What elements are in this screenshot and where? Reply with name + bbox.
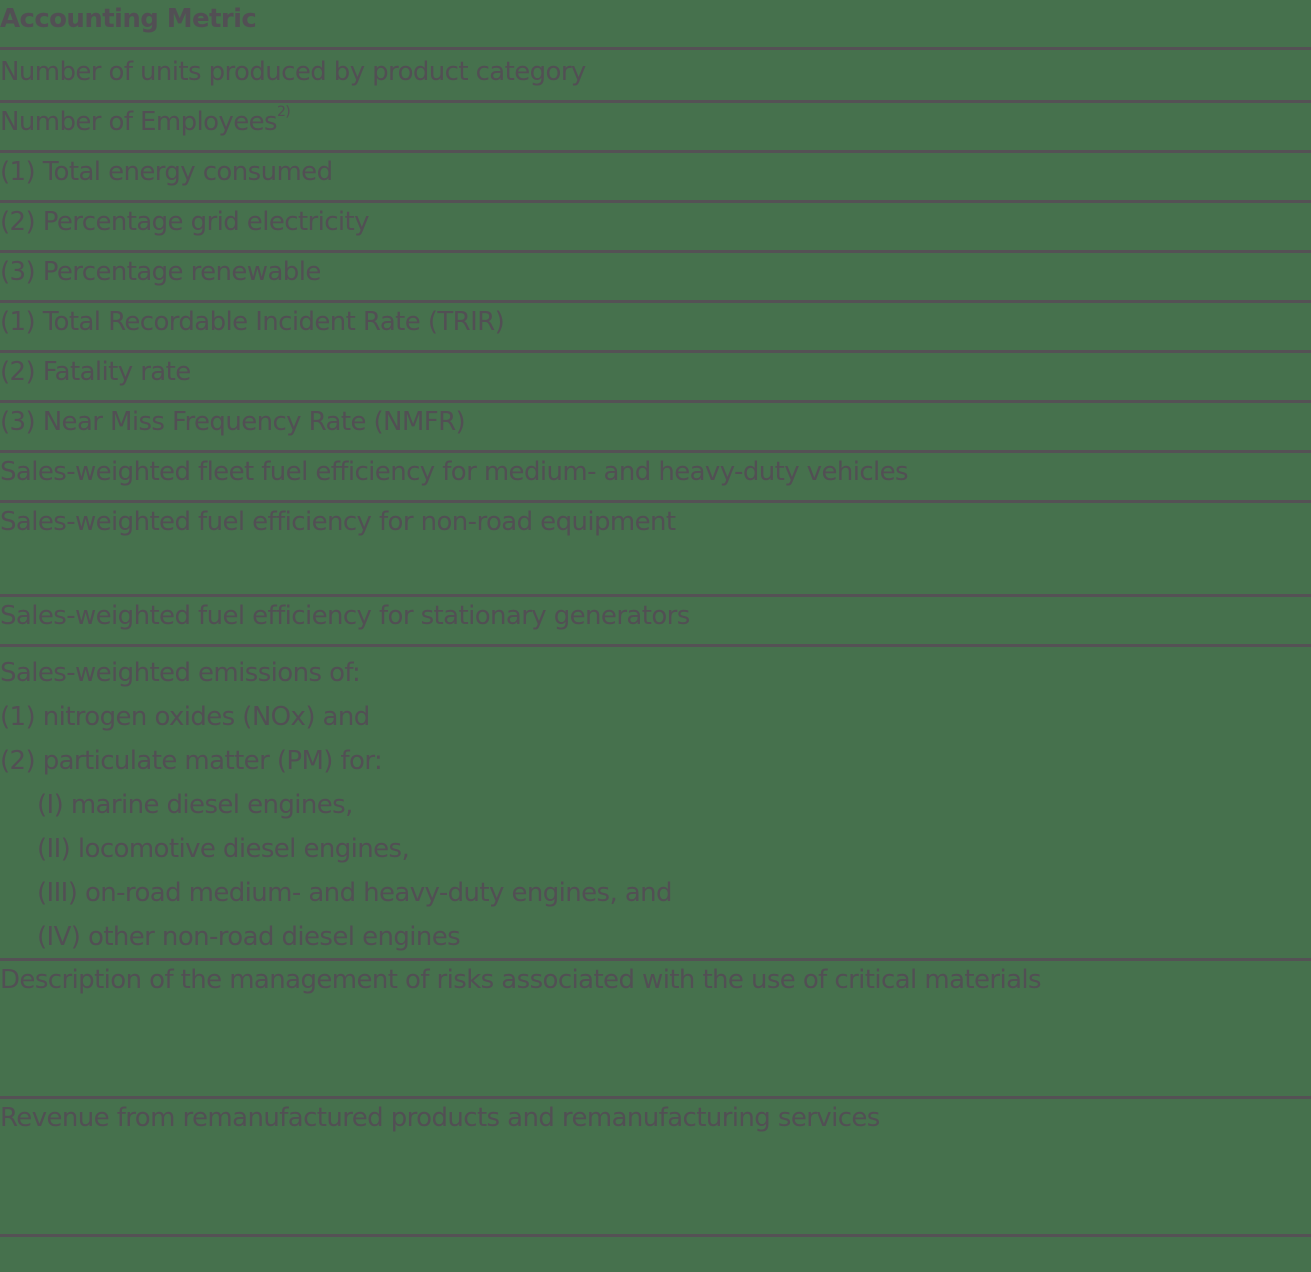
metric-label: (2) Fatality rate — [0, 357, 191, 387]
column-header-accounting-metric: Accounting Metric — [0, 4, 257, 34]
metric-label: Description of the management of risks associated with the use of critical materials — [0, 965, 1042, 995]
divider — [0, 1096, 1311, 1099]
divider — [0, 100, 1311, 103]
divider — [0, 47, 1311, 50]
metric-subline: (III) on-road medium- and heavy-duty engines, and — [37, 878, 672, 908]
metric-subline: (IV) other non-road diesel engines — [37, 922, 461, 952]
metric-label: (1) Total Recordable Incident Rate (TRIR) — [0, 307, 505, 337]
metric-label: Number of Employees$^{2)}$ — [0, 104, 291, 137]
divider — [0, 500, 1311, 503]
metric-label-multiline — [0, 651, 672, 959]
divider — [0, 644, 1311, 647]
divider — [0, 200, 1311, 203]
divider — [0, 1234, 1311, 1237]
metric-subline: (II) locomotive diesel engines, — [37, 834, 410, 864]
metric-label: (3) Near Miss Frequency Rate (NMFR) — [0, 407, 466, 437]
divider — [0, 350, 1311, 353]
metric-label: Sales-weighted fuel efficiency for stationary generators — [0, 601, 690, 631]
metric-label: (3) Percentage renewable — [0, 257, 321, 287]
divider — [0, 958, 1311, 961]
divider — [0, 400, 1311, 403]
metric-label: Sales-weighted fuel efficiency for non-road equipment — [0, 507, 676, 537]
metric-label: Sales-weighted fleet fuel efficiency for medium- and heavy-duty vehicles — [0, 457, 908, 487]
metric-label: (1) Total energy consumed — [0, 157, 333, 187]
metric-line: Sales-weighted emissions of: — [0, 658, 361, 688]
divider — [0, 594, 1311, 597]
metric-label: (2) Percentage grid electricity — [0, 207, 369, 237]
metric-line: (1) nitrogen oxides (NOx) and — [0, 702, 370, 732]
divider — [0, 250, 1311, 253]
divider — [0, 300, 1311, 303]
metric-label: Number of units produced by product category — [0, 57, 586, 87]
divider — [0, 450, 1311, 453]
metric-line: (2) particulate matter (PM) for: — [0, 746, 383, 776]
divider — [0, 150, 1311, 153]
metric-label: Revenue from remanufactured products and remanufacturing services — [0, 1103, 880, 1133]
table-header — [0, 4, 1311, 44]
metric-subline: (I) marine diesel engines, — [37, 790, 353, 820]
footnote-marker: 2) — [276, 104, 291, 120]
